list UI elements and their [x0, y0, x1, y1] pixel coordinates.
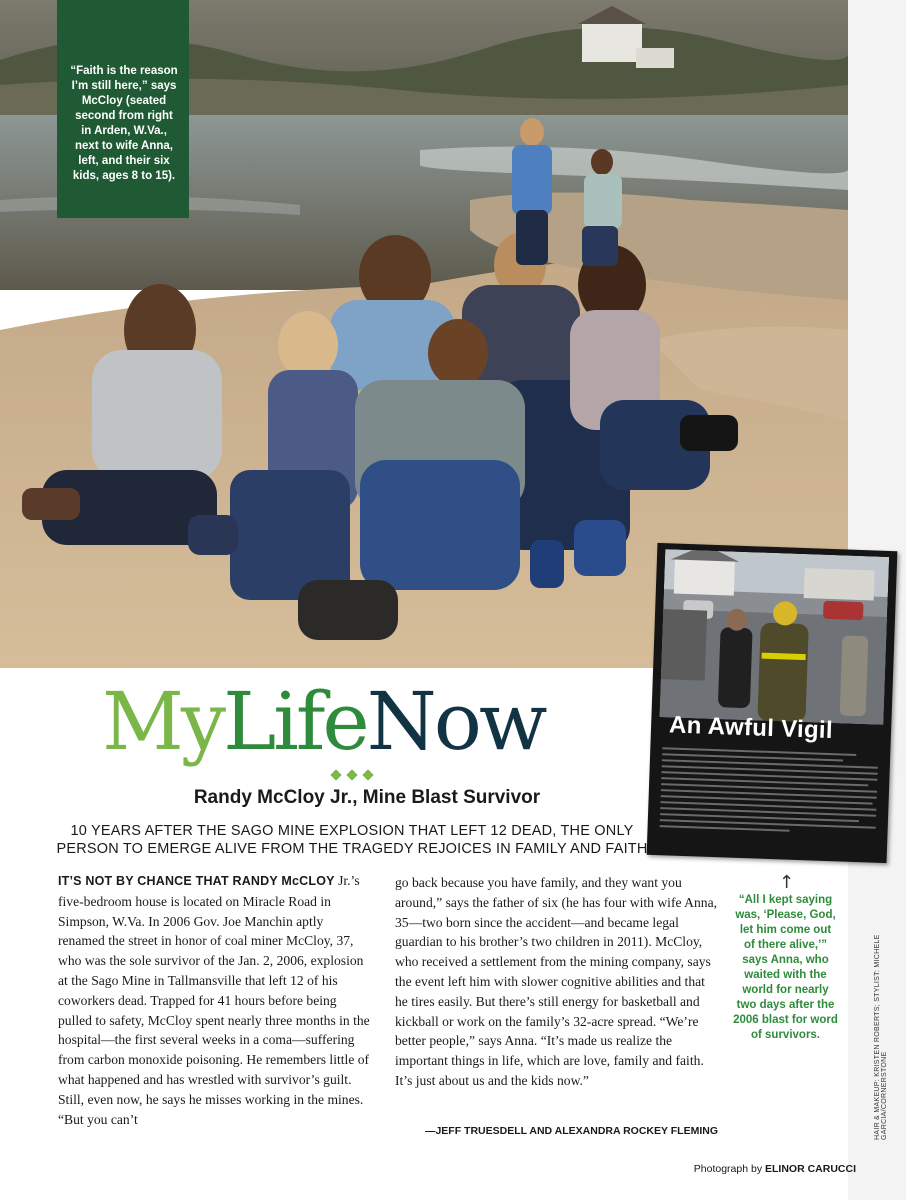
title-now: Now [366, 675, 545, 768]
body-column-2 [395, 873, 717, 1091]
vertical-credit: HAIR & MAKEUP: KRISTEN ROBERTS; STYLIST: MICHELE GARCIA/CORNERSTONE [874, 934, 888, 1140]
body-text-2: go back because you have family, and they want you around,” says the father of six (he has four with wife Anna, 35—two born since the accident—and became legal guardian to his brother’s two children in 2011). McCloy, who received a settlement from the mining company, says the event left him with slower cognitive abilities and that he tires easily. But there’s still energy for basketball and kickball or work on the family’s 32-acre spread. “We’re better people,” says Anna. “It’s made us realize the important things in life, which are love, family and faith. It’s just about us and the kids now.” [395, 875, 718, 1088]
inset-title: An Awful Vigil [668, 711, 834, 745]
inset-text-block [659, 747, 878, 838]
photo-credit-prefix: Photograph by [693, 1163, 763, 1175]
section-title [102, 672, 642, 772]
side-quote: “All I kept saying was, ‘Please, God, let him come out of there alive,’” says Anna, who waited with the world for nearly two days after the 2006 blast for word of survivors. [733, 894, 838, 1041]
deck-line-2: PERSON TO EMERGE ALIVE FROM THE TRAGEDY REJOICES IN FAMILY AND FAITH [56, 841, 648, 857]
photo-caption: “Faith is the reason I’m still here,” says McCloy (seated second from right in Arden, W.Va., next to wife Anna, left, and their six kids, ages 8 to 15). [57, 0, 189, 218]
diamond-icon [330, 769, 341, 780]
body-text-1: Jr.’s five-bedroom house is located on Miracle Road in Simpson, W.Va. In 2006 Gov. Joe Manchin aptly renamed the street in honor of coal miner McCloy, 37, who was the sole survivor of the Jan. 2, 2006, explosion at the Sago Mine in Tallmansville that left 12 of his coworkers dead. Trapped for 41 hours before being pulled to safety, McCloy spent nearly three months in the hospital—the first several weeks in a coma—suffering from carbon monoxide poisoning. He remembers little of what happened and has wrestled with survivor’s guilt. Still, even now, he says he misses working in the mines. “But you can’t [58, 873, 370, 1127]
inset-photo [659, 549, 889, 725]
photographer-name: ELINOR CARUCCI [765, 1163, 856, 1175]
body-column-1 [58, 871, 370, 1129]
title-life: Life [223, 675, 367, 768]
byline: —JEFF TRUESDELL AND ALEXANDRA ROCKEY FLEMING [424, 1125, 718, 1137]
title-my: My [102, 675, 224, 768]
diamond-icon [346, 769, 357, 780]
photo-credit [620, 1163, 856, 1175]
deck-line-1: 10 YEARS AFTER THE SAGO MINE EXPLOSION THAT LEFT 12 DEAD, THE ONLY [70, 823, 634, 839]
diamond-icon [362, 769, 373, 780]
up-arrow-icon: ↑ [779, 872, 795, 893]
diamond-ornament [322, 766, 382, 782]
lead-in: IT’S NOT BY CHANCE THAT RANDY McCLOY [58, 874, 335, 888]
inset-article-clipping [647, 543, 898, 863]
article-deck [55, 822, 649, 858]
article-subtitle: Randy McCloy Jr., Mine Blast Survivor [193, 787, 541, 808]
